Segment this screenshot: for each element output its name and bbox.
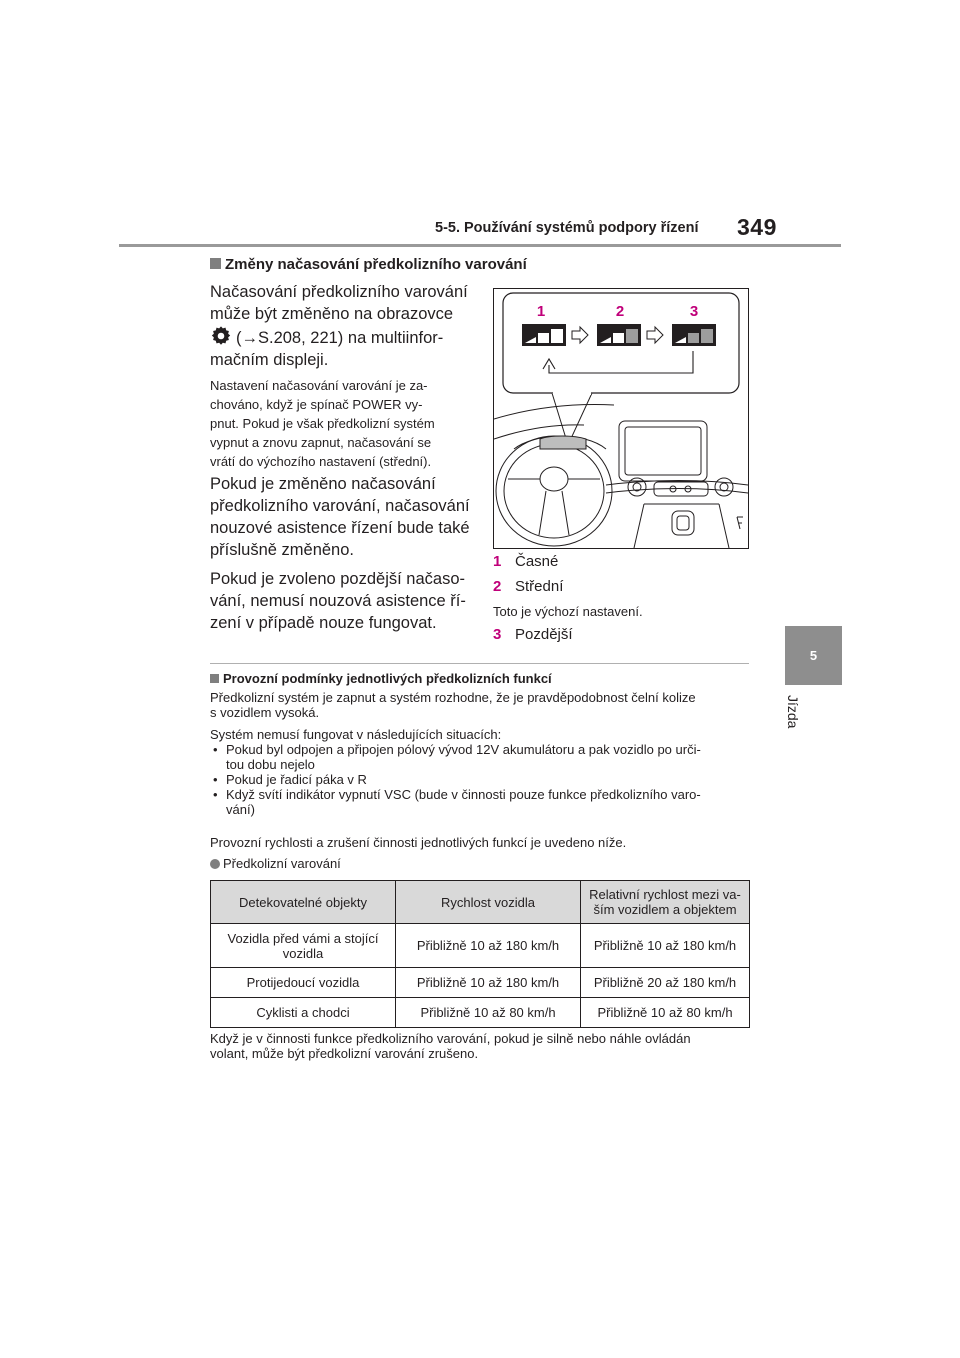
text-line: Předkolizní systém je zapnut a systém rozhodne, že je pravděpodobnost čelní kolize bbox=[210, 690, 696, 705]
text-line: Nastavení načasování varování je za- bbox=[210, 378, 428, 393]
text-line: Vozidla před vámi a stojící bbox=[227, 930, 379, 946]
chapter-label bbox=[785, 695, 825, 745]
text-line-with-icon bbox=[210, 325, 468, 349]
timing-medium-icon bbox=[597, 324, 641, 346]
paragraph-later-timing bbox=[210, 568, 468, 634]
text-line: • Pokud byl odpojen a připojen pólový vývod 12V akumulátoru a pak vozidlo po urči- bbox=[226, 742, 701, 757]
bullet-item bbox=[210, 742, 755, 772]
table-cell: Přibližně 10 až 80 km/h bbox=[396, 998, 581, 1028]
situations-intro: Systém nemusí fungovat v následujících situacích: bbox=[210, 727, 502, 742]
legend-item bbox=[493, 553, 558, 571]
legend-text: Časné bbox=[515, 553, 559, 570]
table-header-cell: Rychlost vozidla bbox=[396, 881, 581, 924]
table-row bbox=[211, 968, 750, 998]
text-line: vání, nemusí nouzová asistence ří- bbox=[210, 592, 466, 610]
chapter-tab bbox=[785, 626, 842, 685]
circle-bullet-icon bbox=[210, 859, 220, 869]
text-line: pnut. Pokud je však předkolizní systém bbox=[210, 416, 435, 431]
table-cell: Cyklisti a chodci bbox=[211, 998, 396, 1028]
table-header-cell bbox=[581, 881, 750, 924]
header-rule bbox=[119, 244, 841, 247]
text-line: • Pokud je řadicí páka v R bbox=[226, 772, 367, 787]
text-line: ším vozidlem a objektem bbox=[593, 902, 737, 917]
text-line: předkolizního varování, načasování bbox=[210, 497, 470, 515]
text-line: Pokud je zvoleno pozdější načaso- bbox=[210, 570, 465, 588]
table-cell: Přibližně 10 až 180 km/h bbox=[581, 924, 750, 968]
gear-settings-icon bbox=[210, 325, 232, 347]
text-line: vání) bbox=[226, 802, 255, 817]
paragraph-intro bbox=[210, 281, 468, 371]
speeds-intro: Provozní rychlosti a zrušení činnosti jednotlivých funkcí je uvedeno níže. bbox=[210, 835, 627, 850]
legend-default-note: Toto je výchozí nastavení. bbox=[493, 604, 643, 619]
paragraph-emergency-assist bbox=[210, 473, 468, 561]
table-row bbox=[211, 998, 750, 1028]
dashboard-line-art bbox=[494, 405, 748, 548]
conditions-heading-text: Provozní podmínky jednotlivých předkolizních funkcí bbox=[223, 671, 552, 686]
timing-late-icon bbox=[672, 324, 716, 346]
table-header-row bbox=[211, 881, 750, 924]
table-cell: Přibližně 10 až 180 km/h bbox=[396, 968, 581, 998]
bullet-item bbox=[210, 787, 755, 817]
text-line: nouzové asistence řízení bude také bbox=[210, 519, 470, 537]
conditions-intro bbox=[210, 690, 755, 720]
legend-number: 3 bbox=[493, 626, 502, 643]
square-bullet-icon bbox=[210, 258, 221, 269]
text-line: může být změněno na obrazovce bbox=[210, 305, 454, 323]
paragraph-note bbox=[210, 376, 468, 471]
figure-label-2: 2 bbox=[615, 303, 625, 320]
bullet-item bbox=[210, 772, 755, 787]
text-line: tou dobu nejelo bbox=[226, 757, 315, 772]
text-line: vypnut a znovu zapnut, načasování se bbox=[210, 435, 432, 450]
section-heading-text: Změny načasování předkolizního varování bbox=[225, 256, 527, 273]
page-number: 349 bbox=[737, 214, 777, 240]
legend-text: Pozdější bbox=[515, 626, 573, 643]
table-header-cell: Detekovatelné objekty bbox=[211, 881, 396, 924]
sub-heading bbox=[210, 856, 341, 871]
text-line: Relativní rychlost mezi va- bbox=[589, 887, 741, 902]
table-cell: Přibližně 10 až 180 km/h bbox=[396, 924, 581, 968]
text-line: Pokud je změněno načasování bbox=[210, 475, 436, 493]
table-cell: Protijedoucí vozidla bbox=[211, 968, 396, 998]
text-line: zení v případě nouze fungovat. bbox=[210, 614, 437, 632]
section-heading bbox=[210, 256, 527, 273]
text-line: vozidla bbox=[282, 945, 324, 961]
conditions-heading bbox=[210, 671, 552, 686]
table-cell: Přibližně 20 až 180 km/h bbox=[581, 968, 750, 998]
text-line: příslušně změněno. bbox=[210, 541, 354, 559]
text-line: vrátí do výchozího nastavení (střední). bbox=[210, 454, 432, 469]
sub-heading-text: Předkolizní varování bbox=[223, 856, 341, 871]
cancellation-note bbox=[210, 1031, 755, 1061]
table-row bbox=[211, 924, 750, 968]
legend-item bbox=[493, 626, 573, 644]
section-divider bbox=[210, 663, 749, 664]
text-line: Když je v činnosti funkce předkolizního varování, pokud je silně nebo náhle ovládán bbox=[210, 1031, 691, 1046]
dashboard-illustration bbox=[493, 288, 749, 549]
text-line: volant, může být předkolizní varování zrušeno. bbox=[210, 1046, 479, 1061]
text-fragment: (→S.208, 221) na multiinfor- bbox=[236, 329, 444, 347]
legend-number: 2 bbox=[493, 578, 502, 595]
legend-number: 1 bbox=[493, 553, 502, 570]
chapter-number: 5 bbox=[809, 648, 818, 663]
legend-text: Střední bbox=[515, 578, 564, 595]
figure-label-3: 3 bbox=[689, 303, 699, 320]
dashboard-illustration-svg bbox=[494, 289, 748, 548]
text-line: chováno, když je spínač POWER vy- bbox=[210, 397, 423, 412]
text-line: Načasování předkolizního varování bbox=[210, 283, 468, 301]
text-line: mačním displeji. bbox=[210, 351, 329, 369]
table-cell bbox=[211, 924, 396, 968]
situations-block bbox=[210, 727, 755, 817]
figure-label-1: 1 bbox=[536, 303, 546, 320]
legend-item bbox=[493, 578, 563, 596]
chapter-label-text: Jízda bbox=[785, 695, 801, 729]
speed-table bbox=[210, 880, 750, 1028]
timing-early-icon bbox=[522, 324, 566, 346]
text-line: • Když svítí indikátor vypnutí VSC (bude v činnosti pouze funkce předkolizního varo- bbox=[226, 787, 701, 802]
section-title: 5-5. Používání systémů podpory řízení bbox=[435, 220, 699, 236]
square-bullet-icon bbox=[210, 674, 219, 683]
table-cell: Přibližně 10 až 80 km/h bbox=[581, 998, 750, 1028]
text-line: s vozidlem vysoká. bbox=[210, 705, 320, 720]
